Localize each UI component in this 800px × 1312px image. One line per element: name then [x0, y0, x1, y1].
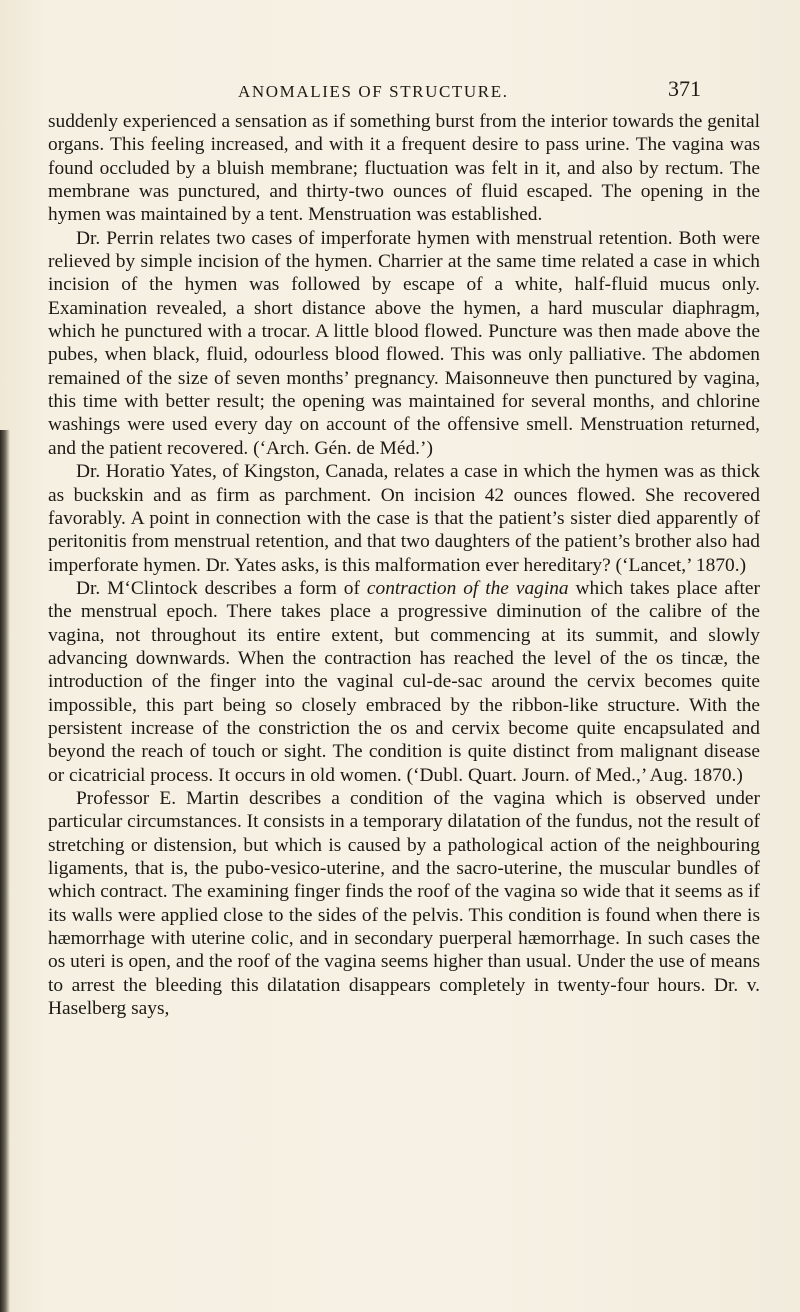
paragraph-yates: Dr. Horatio Yates, of Kingston, Canada, relates a case in which the hymen was as thick as buckskin and as firm as parchment. On incision 42 ounces flowed. She recovered favorably. A point in connection with the case is that the patient’s sister died apparently of peritonitis from menstrual retention, and that two daughters of the patient’s brother also had imperforate hymen. Dr. Yates asks, is this malformation ever hereditary? (‘Lancet,’ 1870.) — [48, 461, 760, 576]
binding-shadow — [0, 430, 10, 1312]
italic-phrase: contraction of the vagina — [366, 577, 569, 599]
paragraph-perrin: Dr. Perrin relates two cases of imperforate hymen with menstrual retention. Both were relieved by simple incision of the hymen. Charrier at the same time related a case in which incision of the hymen was followed by escape of a white, half-fluid mucus only. Examination revealed, a short distance above the hymen, a hard muscular diaphragm, which he punctured with a trocar. A little blood flowed. Puncture was then made above the pubes, when black, fluid, odourless blood flowed. This was only palliative. The abdomen remained of the size of seven months’ pregnancy. Maisonneuve then punctured by vagina, this time with better result; the opening was maintained for several months, and chlorine washings were used every day on account of the offensive smell. Menstruation returned, and the patient recovered. (‘Arch. Gén. de Méd.’) — [48, 227, 760, 459]
running-title: ANOMALIES OF STRUCTURE. — [238, 82, 509, 101]
paragraph-martin: Professor E. Martin describes a condition of the vagina which is observed under particular circumstances. It consists in a temporary dilatation of the fundus, not the result of stretching or distension, but which is caused by a pathological action of the neighbouring ligaments, that is, the pubo-vesico-uterine, and the sacro-uterine, the muscular bundles of which contract. The examining finger finds the roof of the vagina so wide that it seems as if its walls were applied close to the sides of the pelvis. This condition is found when there is hæmorrhage with uterine colic, and in secondary puerperal hæmorrhage. In such cases the os uteri is open, and the roof of the vagina seems higher than usual. Under the use of means to arrest the bleeding this dilatation disappears completely in twenty-four hours. Dr. v. Haselberg says, — [48, 787, 760, 1020]
body-text — [48, 110, 760, 1020]
running-head — [0, 76, 800, 104]
page-number: 371 — [668, 76, 701, 101]
paragraph-mclintock: Dr. M‘Clintock describes a form of contraction of the vagina which takes place after the menstrual epoch. There takes place a progressive diminution of the calibre of the vagina, not throughout its entire extent, but commencing at its summit, and slowly advancing downwards. When the contraction has reached the level of the os tincæ, the introduction of the finger into the vaginal cul-de-sac around the cervix becomes quite impossible, this part being so closely embraced by the ribbon-like structure. With the persistent increase of the constriction the os and cervix become quite encapsulated and beyond the reach of touch or sight. The condition is quite distinct from malignant disease or cicatricial process. It occurs in old women. (‘Dubl. Quart. Journ. of Med.,’ Aug. 1870.) — [48, 577, 760, 786]
paragraph-continued: suddenly experienced a sensation as if something burst from the interior towards the genital organs. This feeling increased, and with it a frequent desire to pass urine. The vagina was found occluded by a bluish membrane; fluctuation was felt in it, and also by rectum. The membrane was punctured, and thirty-two ounces of fluid escaped. The opening in the hymen was maintained by a tent. Menstruation was established. — [48, 111, 760, 226]
